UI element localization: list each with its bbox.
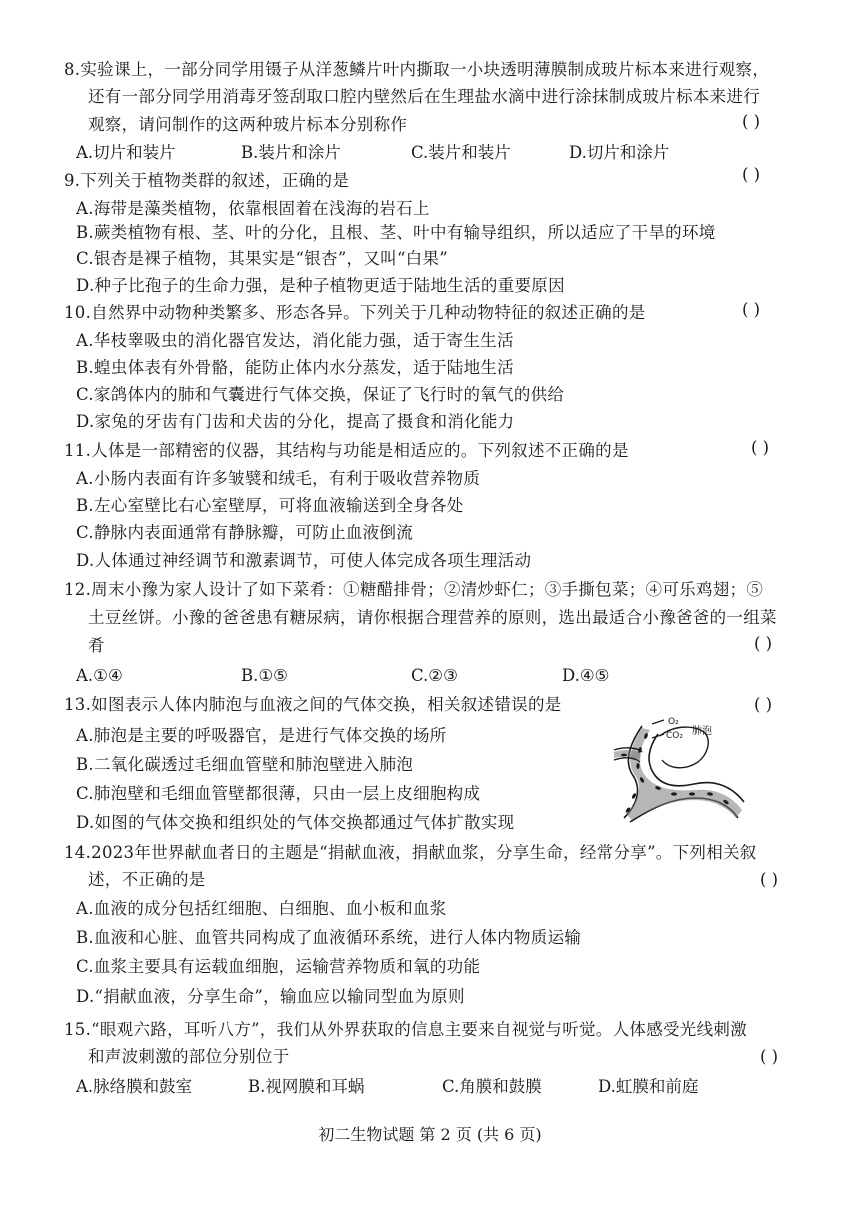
option-d: D.种子比孢子的生命力强，是种子植物更适于陆地生活的重要原因 [76, 276, 565, 295]
question-10-stem: 10.自然界中动物种类繁多、形态各异。下列关于几种动物特征的叙述正确的是 [64, 303, 646, 322]
option-c: C.装片和装片 [411, 143, 511, 162]
option-b: B.二氧化碳透过毛细血管壁和肺泡壁进入肺泡 [76, 755, 414, 774]
question-8-line-1: 8.实验课上，一部分同学用镊子从洋葱鳞片叶内撕取一小块透明薄膜制成玻片标本来进行观察， [64, 60, 770, 79]
option-a: A.海带是藻类植物，依靠根固着在浅海的岩石上 [76, 199, 430, 218]
option-b: B.装片和涂片 [241, 143, 341, 162]
question-14-line-1: 14.2023年世界献血者日的主题是“捐献血液，捐献血浆，分享生命，经常分享”。下列相关叙 [64, 843, 757, 862]
answer-bracket[interactable]: ( ) [742, 112, 761, 131]
option-c: C.肺泡壁和毛细血管壁都很薄，只由一层上皮细胞构成 [76, 784, 481, 803]
question-12-line-1: 12.周末小豫为家人设计了如下菜肴：①糖醋排骨；②清炒虾仁；③手撕包菜；④可乐鸡翅；⑤ [64, 580, 764, 599]
blood-vessel [626, 728, 742, 820]
option-d: D.如图的气体交换和组织处的气体交换都通过气体扩散实现 [76, 813, 515, 832]
question-11-stem: 11.人体是一部精密的仪器，其结构与功能是相适应的。下列叙述不正确的是 [64, 441, 629, 460]
option-c: C.②③ [411, 666, 458, 685]
question-14-line-2: 述，不正确的是 [88, 870, 206, 889]
option-a: A.血液的成分包括红细胞、白细胞、血小板和血浆 [76, 899, 447, 918]
question-12-line-3: 肴 [88, 636, 105, 655]
option-a: A.华枝睾吸虫的消化器官发达，消化能力强，适于寄生生活 [76, 331, 514, 350]
option-a: A.①④ [76, 666, 123, 685]
option-d: D.“捐献血液，分享生命”，输血应以输同型血为原则 [76, 987, 465, 1006]
page-footer: 初二生物试题 第 2 页 (共 6 页) [318, 1125, 542, 1144]
option-a: A.肺泡是主要的呼吸器官，是进行气体交换的场所 [76, 726, 447, 745]
option-b: B.蕨类植物有根、茎、叶的分化，且根、茎、叶中有输导组织，所以适应了干旱的环境 [76, 223, 716, 242]
option-d: D.家兔的牙齿有门齿和犬齿的分化，提高了摄食和消化能力 [76, 412, 515, 431]
option-d: D.切片和涂片 [569, 143, 670, 162]
question-12-line-2: 土豆丝饼。小豫的爸爸患有糖尿病，请你根据合理营养的原则，选出最适合小豫爸爸的一组菜 [88, 608, 777, 627]
o2-label: O₂ [668, 717, 679, 727]
option-c: C.银杏是裸子植物，其果实是“银杏”，又叫“白果” [76, 249, 449, 268]
question-15-line-1: 15.“眼观六路，耳听八方”，我们从外界获取的信息主要来自视觉与听觉。人体感受光线刺激 [64, 1020, 748, 1039]
option-b: B.①⑤ [241, 666, 288, 685]
option-a: A.脉络膜和鼓室 [76, 1077, 193, 1096]
answer-bracket[interactable]: ( ) [742, 300, 761, 319]
option-d: D.④⑤ [562, 666, 610, 685]
question-15-line-2: 和声波刺激的部位分别位于 [88, 1047, 290, 1066]
question-8-line-2: 还有一部分同学用消毒牙签刮取口腔内壁然后在生理盐水滴中进行涂抹制成玻片标本来进行 [88, 87, 760, 106]
answer-bracket[interactable]: ( ) [754, 695, 773, 714]
option-c: C.家鸽体内的肺和气囊进行气体交换，保证了飞行时的氧气的供给 [76, 385, 565, 404]
option-c: C.静脉内表面通常有静脉瓣，可防止血液倒流 [76, 523, 414, 542]
option-b: B.左心室壁比右心室壁厚，可将血液输送到全身各处 [76, 496, 464, 515]
question-9-stem: 9.下列关于植物类群的叙述，正确的是 [64, 171, 350, 190]
option-d: D.虹膜和前庭 [598, 1077, 699, 1096]
answer-bracket[interactable]: ( ) [754, 634, 773, 653]
option-a: A.小肠内表面有许多皱襞和绒毛，有利于吸收营养物质 [76, 469, 481, 488]
option-b: B.视网膜和耳蜗 [248, 1077, 365, 1096]
answer-bracket[interactable]: ( ) [742, 165, 761, 184]
option-d: D.人体通过神经调节和激素调节，可使人体完成各项生理活动 [76, 551, 532, 570]
option-a: A.切片和装片 [76, 143, 176, 162]
alveolus-gas-exchange-diagram [612, 714, 762, 836]
co2-label: CO₂ [666, 731, 683, 741]
answer-bracket[interactable]: ( ) [760, 870, 779, 889]
option-b: B.蝗虫体表有外骨骼，能防止体内水分蒸发，适于陆地生活 [76, 358, 514, 377]
option-b: B.血液和心脏、血管共同构成了血液循环系统，进行人体内物质运输 [76, 928, 582, 947]
question-8-line-3: 观察，请问制作的这两种玻片标本分别称作 [88, 115, 408, 134]
answer-bracket[interactable]: ( ) [751, 438, 770, 457]
alveolus-label: 肺泡 [692, 726, 712, 737]
option-c: C.角膜和鼓膜 [442, 1077, 542, 1096]
answer-bracket[interactable]: ( ) [760, 1047, 779, 1066]
option-c: C.血浆主要具有运载血细胞，运输营养物质和氧的功能 [76, 957, 481, 976]
o2-arrow [652, 720, 664, 724]
question-13-stem: 13.如图表示人体内肺泡与血液之间的气体交换，相关叙述错误的是 [64, 695, 562, 714]
